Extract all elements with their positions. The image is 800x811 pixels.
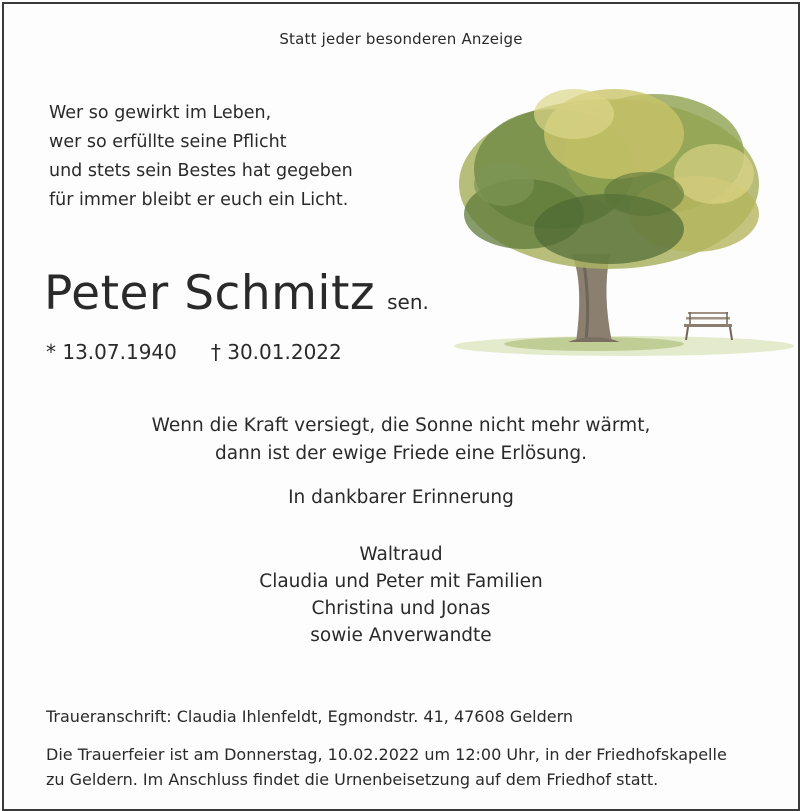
header-notice: Statt jeder besonderen Anzeige [279,30,523,48]
ceremony-line: zu Geldern. Im Anschluss findet die Urnenbeisetzung auf dem Friedhof statt. [46,770,659,789]
poem-line: Wer so gewirkt im Leben, [49,103,272,123]
quote-line: dann ist der ewige Friede eine Erlösung. [215,443,587,464]
family-name: Waltraud [359,544,443,565]
life-dates [46,340,342,364]
deceased-name [44,266,429,321]
poem-line: wer so erfüllte seine Pflicht [49,132,287,152]
name-suffix: sen. [387,290,429,314]
name-main: Peter Schmitz [44,266,376,321]
obituary-frame [2,2,800,811]
family-name: sowie Anverwandte [310,625,492,646]
death-date: † 30.01.2022 [210,340,342,364]
family-names [4,541,798,649]
quote-line: Wenn die Kraft versiegt, die Sonne nicht mehr wärmt, [151,415,651,436]
poem-line: und stets sein Bestes hat gegeben [49,161,353,181]
memory-line: In dankbarer Erinnerung [288,487,514,508]
poem [49,99,353,215]
family-name: Christina und Jonas [311,598,491,619]
family-name: Claudia und Peter mit Familien [259,571,543,592]
poem-line: für immer bleibt er euch ein Licht. [49,190,349,210]
birth-date: * 13.07.1940 [46,340,177,364]
ceremony-line: Die Trauerfeier ist am Donnerstag, 10.02.2022 um 12:00 Uhr, in der Friedhofskapelle [46,745,727,764]
bench-icon [684,312,732,340]
tree-illustration [444,74,794,374]
mourning-address: Traueranschrift: Claudia Ihlenfeldt, Egmondstr. 41, 47608 Geldern [46,707,574,726]
ceremony-info [46,742,727,792]
quote [4,412,798,468]
